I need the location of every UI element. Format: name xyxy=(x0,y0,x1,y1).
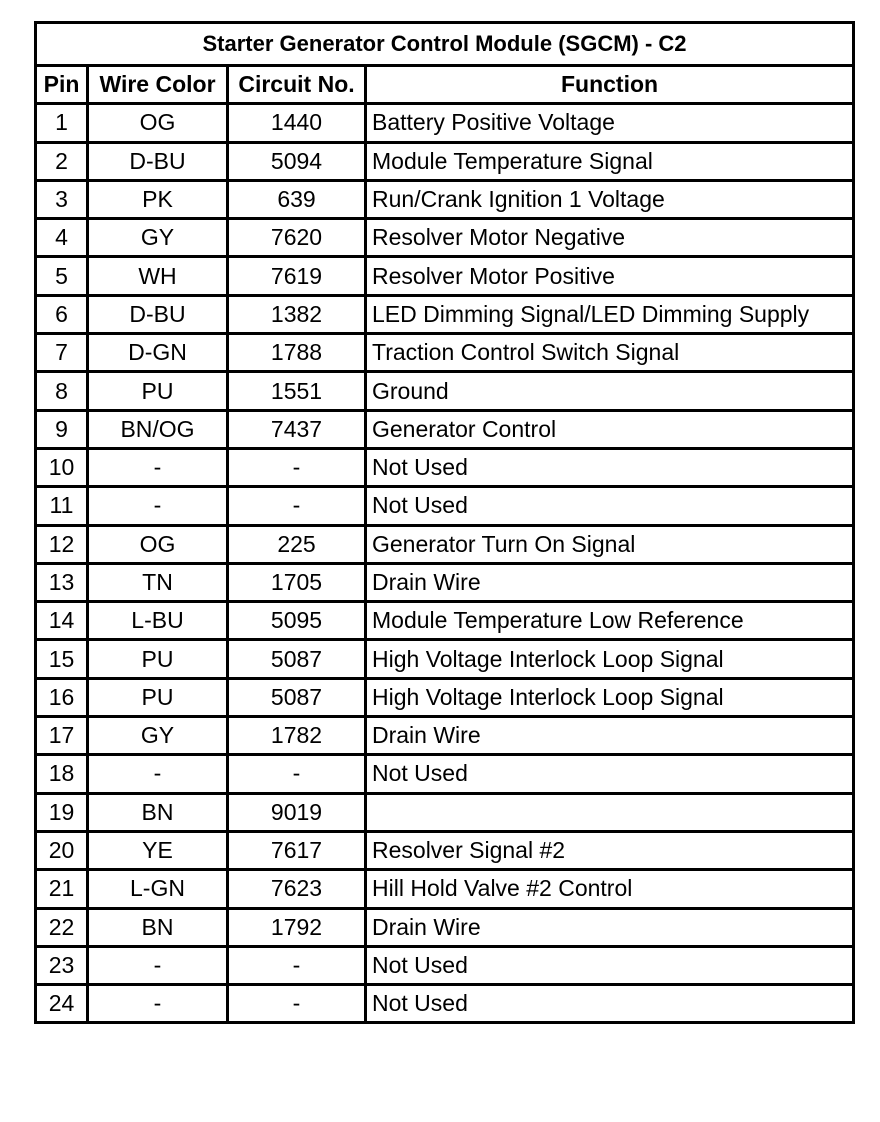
table-row xyxy=(36,334,854,372)
pin-cell: 1 xyxy=(36,104,88,142)
circuit-number-cell: 5094 xyxy=(228,142,366,180)
circuit-number-cell: 1705 xyxy=(228,563,366,601)
table-row xyxy=(36,678,854,716)
wire-color-cell: BN xyxy=(88,793,228,831)
wire-color-cell: - xyxy=(88,448,228,486)
table-row xyxy=(36,104,854,142)
pin-cell: 17 xyxy=(36,717,88,755)
wire-color-cell: PU xyxy=(88,372,228,410)
function-cell: Not Used xyxy=(366,946,854,984)
wire-color-cell: D-BU xyxy=(88,295,228,333)
table-row xyxy=(36,793,854,831)
wire-color-cell: WH xyxy=(88,257,228,295)
wire-color-cell: PU xyxy=(88,640,228,678)
circuit-number-cell: 1382 xyxy=(228,295,366,333)
function-cell: Not Used xyxy=(366,448,854,486)
wire-color-cell: - xyxy=(88,755,228,793)
wire-color-cell: BN xyxy=(88,908,228,946)
table-title-row xyxy=(36,23,854,66)
table-row xyxy=(36,180,854,218)
circuit-number-cell: 1440 xyxy=(228,104,366,142)
table-row xyxy=(36,563,854,601)
wire-color-cell: PU xyxy=(88,678,228,716)
pin-cell: 12 xyxy=(36,525,88,563)
table-row xyxy=(36,257,854,295)
pin-cell: 4 xyxy=(36,219,88,257)
wire-color-cell: YE xyxy=(88,831,228,869)
circuit-number-cell: - xyxy=(228,448,366,486)
circuit-number-cell: - xyxy=(228,755,366,793)
function-cell: Run/Crank Ignition 1 Voltage xyxy=(366,180,854,218)
wire-color-cell: - xyxy=(88,946,228,984)
function-cell: Not Used xyxy=(366,487,854,525)
table-body xyxy=(36,104,854,1023)
circuit-number-cell: 7617 xyxy=(228,831,366,869)
circuit-number-cell: 225 xyxy=(228,525,366,563)
circuit-number-cell: 7623 xyxy=(228,870,366,908)
function-cell: Resolver Motor Negative xyxy=(366,219,854,257)
function-cell: Module Temperature Low Reference xyxy=(366,602,854,640)
function-cell: Ground xyxy=(366,372,854,410)
table-row xyxy=(36,410,854,448)
column-header-circuit-no: Circuit No. xyxy=(228,66,366,104)
pin-cell: 23 xyxy=(36,946,88,984)
wire-color-cell: PK xyxy=(88,180,228,218)
pin-cell: 11 xyxy=(36,487,88,525)
pin-cell: 20 xyxy=(36,831,88,869)
circuit-number-cell: 1792 xyxy=(228,908,366,946)
circuit-number-cell: 5095 xyxy=(228,602,366,640)
circuit-number-cell: - xyxy=(228,946,366,984)
pin-cell: 8 xyxy=(36,372,88,410)
table-row xyxy=(36,717,854,755)
table-row xyxy=(36,640,854,678)
function-cell: Battery Positive Voltage xyxy=(366,104,854,142)
pin-cell: 13 xyxy=(36,563,88,601)
table-row xyxy=(36,448,854,486)
function-cell: Traction Control Switch Signal xyxy=(366,334,854,372)
function-cell: Generator Control xyxy=(366,410,854,448)
circuit-number-cell: 7437 xyxy=(228,410,366,448)
table-row xyxy=(36,142,854,180)
function-cell: High Voltage Interlock Loop Signal xyxy=(366,640,854,678)
circuit-number-cell: 5087 xyxy=(228,678,366,716)
column-header-pin: Pin xyxy=(36,66,88,104)
table-row xyxy=(36,985,854,1023)
table-row xyxy=(36,755,854,793)
circuit-number-cell: 1782 xyxy=(228,717,366,755)
function-cell: Drain Wire xyxy=(366,908,854,946)
pin-cell: 5 xyxy=(36,257,88,295)
function-cell: Not Used xyxy=(366,755,854,793)
pin-cell: 9 xyxy=(36,410,88,448)
circuit-number-cell: 7619 xyxy=(228,257,366,295)
table-row xyxy=(36,295,854,333)
wire-color-cell: D-GN xyxy=(88,334,228,372)
pin-cell: 19 xyxy=(36,793,88,831)
pin-cell: 22 xyxy=(36,908,88,946)
table-row xyxy=(36,487,854,525)
wire-color-cell: L-GN xyxy=(88,870,228,908)
function-cell: Resolver Signal #2 xyxy=(366,831,854,869)
function-cell: Not Used xyxy=(366,985,854,1023)
table-row xyxy=(36,831,854,869)
pin-cell: 16 xyxy=(36,678,88,716)
wire-color-cell: L-BU xyxy=(88,602,228,640)
pin-cell: 18 xyxy=(36,755,88,793)
circuit-number-cell: 5087 xyxy=(228,640,366,678)
circuit-number-cell: 1788 xyxy=(228,334,366,372)
function-cell xyxy=(366,793,854,831)
wire-color-cell: - xyxy=(88,487,228,525)
wire-color-cell: TN xyxy=(88,563,228,601)
pin-cell: 24 xyxy=(36,985,88,1023)
pin-cell: 14 xyxy=(36,602,88,640)
table-row xyxy=(36,219,854,257)
wire-color-cell: OG xyxy=(88,104,228,142)
pin-cell: 21 xyxy=(36,870,88,908)
function-cell: Hill Hold Valve #2 Control xyxy=(366,870,854,908)
pin-cell: 2 xyxy=(36,142,88,180)
circuit-number-cell: 9019 xyxy=(228,793,366,831)
function-cell: Module Temperature Signal xyxy=(366,142,854,180)
function-cell: LED Dimming Signal/LED Dimming Supply xyxy=(366,295,854,333)
pin-cell: 15 xyxy=(36,640,88,678)
wire-color-cell: OG xyxy=(88,525,228,563)
function-cell: Resolver Motor Positive xyxy=(366,257,854,295)
wire-color-cell: D-BU xyxy=(88,142,228,180)
pin-cell: 3 xyxy=(36,180,88,218)
circuit-number-cell: 1551 xyxy=(228,372,366,410)
pin-cell: 6 xyxy=(36,295,88,333)
pin-cell: 10 xyxy=(36,448,88,486)
wire-color-cell: GY xyxy=(88,717,228,755)
table-row xyxy=(36,525,854,563)
pin-cell: 7 xyxy=(36,334,88,372)
circuit-number-cell: - xyxy=(228,487,366,525)
table-title: Starter Generator Control Module (SGCM) - C2 xyxy=(36,23,854,66)
function-cell: Drain Wire xyxy=(366,563,854,601)
circuit-number-cell: 7620 xyxy=(228,219,366,257)
circuit-number-cell: 639 xyxy=(228,180,366,218)
table-row xyxy=(36,372,854,410)
table-row xyxy=(36,946,854,984)
function-cell: High Voltage Interlock Loop Signal xyxy=(366,678,854,716)
circuit-number-cell: - xyxy=(228,985,366,1023)
wire-color-cell: - xyxy=(88,985,228,1023)
table-header-row xyxy=(36,66,854,104)
wire-color-cell: GY xyxy=(88,219,228,257)
table-row xyxy=(36,908,854,946)
table-row xyxy=(36,870,854,908)
connector-pinout-table xyxy=(34,21,855,1024)
table-row xyxy=(36,602,854,640)
function-cell: Drain Wire xyxy=(366,717,854,755)
column-header-wire-color: Wire Color xyxy=(88,66,228,104)
column-header-function: Function xyxy=(366,66,854,104)
wire-color-cell: BN/OG xyxy=(88,410,228,448)
function-cell: Generator Turn On Signal xyxy=(366,525,854,563)
